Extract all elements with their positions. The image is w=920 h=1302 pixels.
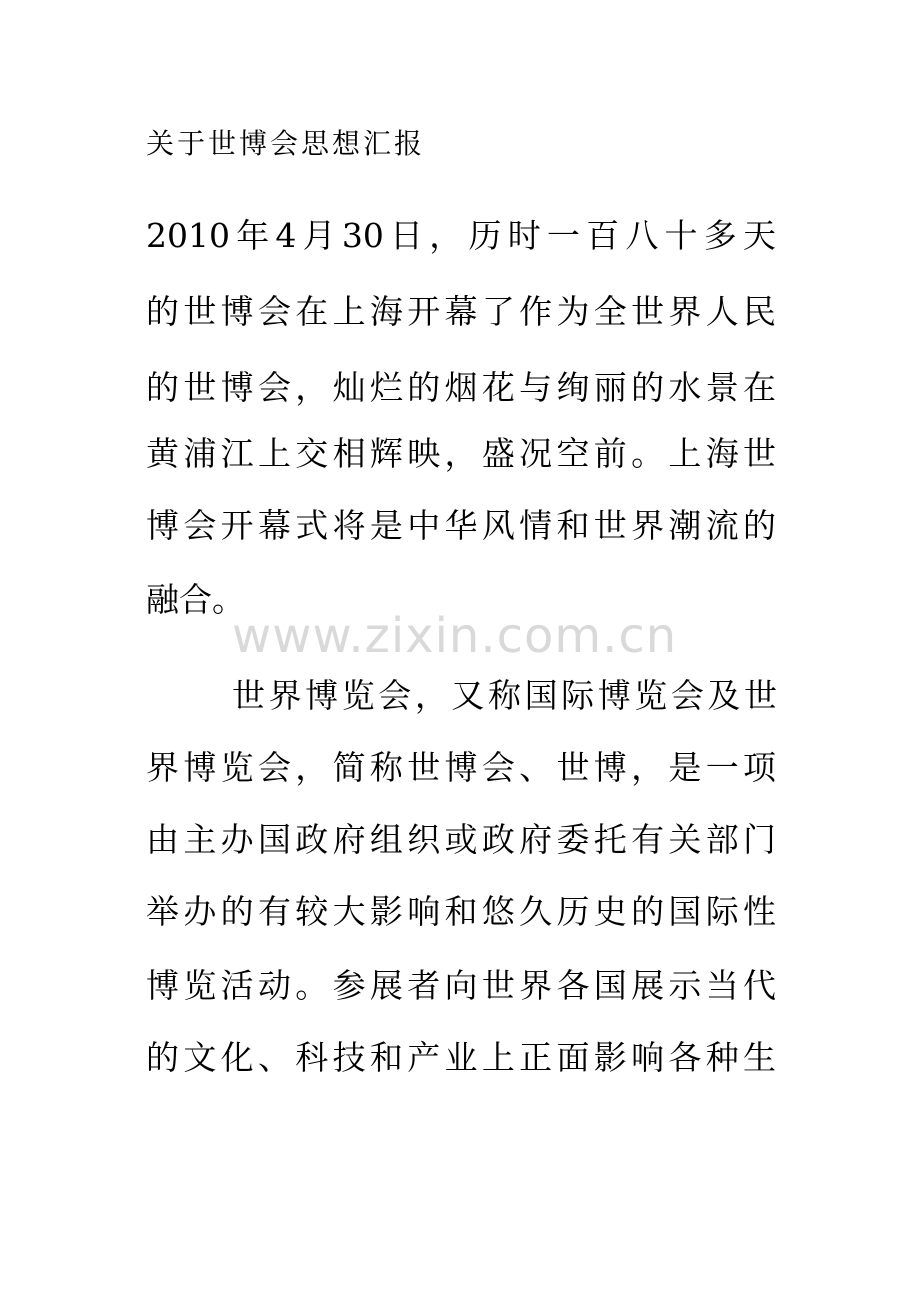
- paragraph-1-line-4: 黄浦江上交相辉映，盛况空前。上海世: [146, 434, 776, 473]
- document-title: 关于世博会思想汇报: [146, 127, 426, 160]
- paragraph-2-line-5: 博览活动。参展者向世界各国展示当代: [146, 966, 776, 1005]
- paragraph-1-line-5: 博会开幕式将是中华风情和世界潮流的: [146, 506, 776, 545]
- paragraph-2-line-4: 举办的有较大影响和悠久历史的国际性: [146, 892, 776, 931]
- paragraph-2-line-2: 界博览会，简称世博会、世博，是一项: [146, 748, 776, 787]
- paragraph-1-line-3: 的世博会，灿烂的烟花与绚丽的水景在: [146, 368, 776, 407]
- paragraph-1-line-2: 的世博会在上海开幕了作为全世界人民: [146, 292, 776, 331]
- paragraph-2-line-1: 世界博览会，又称国际博览会及世: [232, 676, 777, 715]
- paragraph-1-line-1: 2010年4月30日，历时一百八十多天: [146, 216, 776, 255]
- paragraph-1-line-6: 融合。: [146, 580, 245, 619]
- paragraph-2-line-6: 的文化、科技和产业上正面影响各种生: [146, 1038, 776, 1077]
- watermark: www.zixin.com.cn: [232, 608, 678, 664]
- paragraph-2-line-3: 由主办国政府组织或政府委托有关部门: [146, 820, 776, 859]
